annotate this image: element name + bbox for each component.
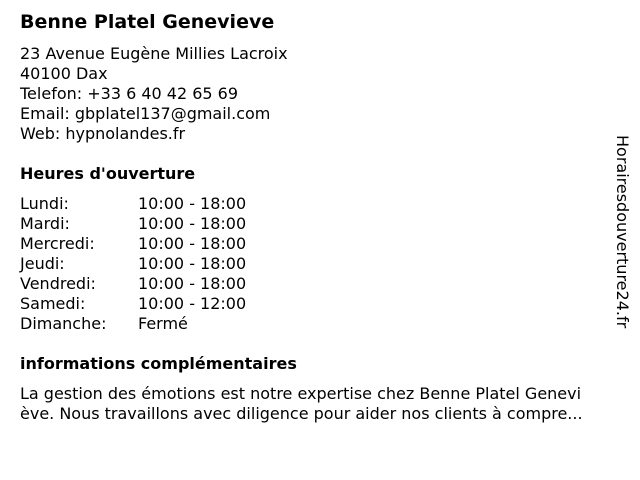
hours-row-tuesday bbox=[20, 214, 246, 234]
info-heading: informations complémentaires bbox=[20, 354, 297, 373]
hours-row-friday bbox=[20, 274, 246, 294]
day-label: Jeudi: bbox=[20, 254, 65, 273]
info-description bbox=[20, 384, 632, 424]
hours-row-thursday bbox=[20, 254, 246, 274]
hours-row-saturday bbox=[20, 294, 246, 314]
description-line: ève. Nous travaillons avec diligence pour aider nos clients à compre... bbox=[20, 404, 583, 423]
day-label: Mardi: bbox=[20, 214, 70, 233]
time-range: 10:00 - 12:00 bbox=[138, 294, 247, 313]
day-label: Lundi: bbox=[20, 194, 69, 213]
hours-row-wednesday bbox=[20, 234, 246, 254]
watermark bbox=[612, 135, 632, 345]
email-text: Email: gbplatel137@gmail.com bbox=[20, 104, 271, 123]
day-label: Mercredi: bbox=[20, 234, 95, 253]
contact-block bbox=[20, 44, 288, 144]
description-line: La gestion des émotions est notre expertise chez Benne Platel Genevi bbox=[20, 384, 582, 403]
time-range: Fermé bbox=[138, 314, 188, 333]
phone-text: Telefon: +33 6 40 42 65 69 bbox=[20, 84, 239, 103]
day-label: Samedi: bbox=[20, 294, 86, 313]
business-name: Benne Platel Genevieve bbox=[20, 11, 275, 33]
watermark-text: Horairesdouverture24.fr bbox=[613, 135, 632, 329]
hours-heading: Heures d'ouverture bbox=[20, 164, 196, 183]
address-city: 40100 Dax bbox=[20, 64, 108, 83]
day-label: Dimanche: bbox=[20, 314, 107, 333]
hours-row-monday bbox=[20, 194, 246, 214]
time-range: 10:00 - 18:00 bbox=[138, 214, 247, 233]
hours-row-sunday bbox=[20, 314, 246, 334]
time-range: 10:00 - 18:00 bbox=[138, 274, 247, 293]
day-label: Vendredi: bbox=[20, 274, 96, 293]
time-range: 10:00 - 18:00 bbox=[138, 194, 247, 213]
hours-table bbox=[20, 194, 246, 334]
address-street: 23 Avenue Eugène Millies Lacroix bbox=[20, 44, 288, 63]
time-range: 10:00 - 18:00 bbox=[138, 254, 247, 273]
web-text: Web: hypnolandes.fr bbox=[20, 124, 186, 143]
time-range: 10:00 - 18:00 bbox=[138, 234, 247, 253]
